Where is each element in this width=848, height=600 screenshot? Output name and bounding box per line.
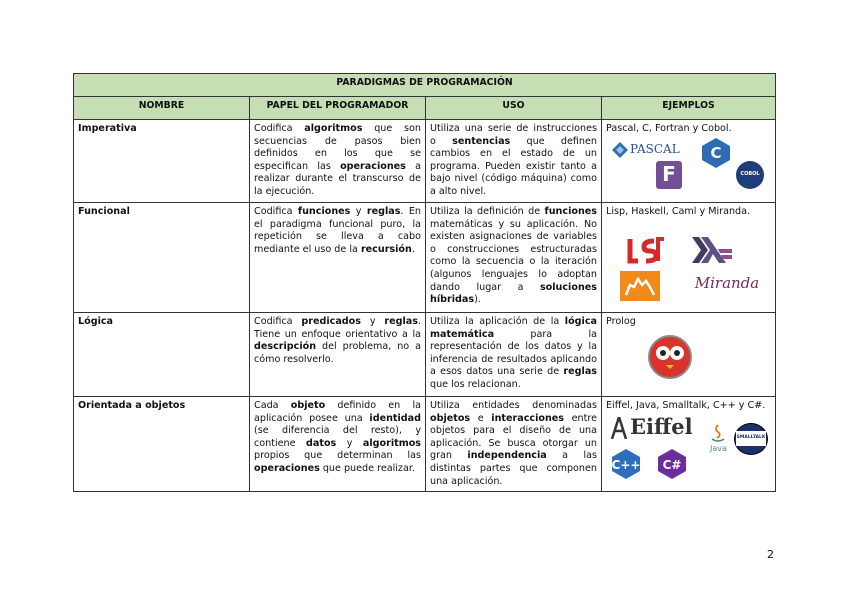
row-examples (602, 120, 776, 203)
text-segment: (se diferencia del resto), y contiene (254, 425, 421, 449)
eiffel-logo (610, 414, 693, 440)
lisp-logo (626, 235, 666, 265)
fortran-logo (656, 161, 682, 189)
table-row (74, 397, 776, 492)
header-uso: USO (426, 97, 602, 120)
bold-term: objetos (430, 412, 471, 424)
java-label: Java (710, 443, 727, 453)
row-name: Lógica (74, 313, 250, 397)
fortran-letter: F (662, 162, 676, 187)
header-ejemplos: EJEMPLOS (602, 97, 776, 120)
cobol-logo (736, 161, 764, 189)
bold-term: operaciones (340, 160, 406, 172)
bold-term: recursión (360, 243, 412, 255)
page-number: 2 (767, 548, 774, 561)
bold-term: reglas (366, 206, 401, 217)
row-role (250, 203, 426, 313)
bold-term: descripción (254, 341, 317, 353)
text-segment: que los relacionan. (430, 378, 521, 390)
bold-term: lógica matemática (430, 316, 597, 340)
text-segment: y (336, 437, 363, 449)
bold-term: operaciones (254, 462, 320, 474)
eiffel-label: Eiffel (630, 414, 693, 440)
smalltalk-logo (734, 423, 768, 455)
text-segment: Utiliza entidades denominadas (430, 400, 597, 411)
row-examples (602, 203, 776, 313)
header-papel: PAPEL DEL PROGRAMADOR (250, 97, 426, 120)
bold-term: datos (306, 437, 337, 449)
row-name: Imperativa (74, 120, 250, 203)
row-role (250, 313, 426, 397)
bold-term: predicados (301, 316, 361, 327)
examples-text: Lisp, Haskell, Caml y Miranda. (606, 206, 751, 217)
row-name: Orientada a objetos (74, 397, 250, 492)
text-segment: ). (474, 294, 481, 306)
text-segment: que puede realizar. (319, 462, 415, 474)
text-segment: que definen cambios en el estado de un programa. Pueden existir tanto a bajo nivel (código máquina) como a alto nivel. (430, 135, 597, 197)
miranda-label: Miranda (694, 274, 760, 293)
text-segment: Codifica (254, 123, 305, 134)
row-use (426, 120, 602, 203)
row-role (250, 397, 426, 492)
csharp-logo-text: C# (662, 457, 682, 472)
prolog-logo (648, 335, 692, 379)
row-examples (602, 313, 776, 397)
table-row (74, 203, 776, 313)
text-segment: Utiliza la aplicación de la (430, 316, 565, 327)
text-segment: propios que determinan las (254, 450, 421, 462)
row-name: Funcional (74, 203, 250, 313)
bold-term: sentencias (452, 135, 511, 147)
text-segment: Codifica (254, 316, 302, 327)
bold-term: algoritmos (304, 123, 363, 134)
haskell-logo (692, 237, 732, 263)
text-segment: matemáticas y su aplicación. No existen asignaciones de variables o construcciones estructuradas como la secuencia o la iteración (algunos lenguajes lo adoptan dando lugar a (430, 218, 597, 293)
bold-term: funciones (544, 206, 597, 217)
bold-term: algoritmos (362, 437, 421, 449)
bold-term: objeto (290, 400, 326, 411)
bold-term: reglas (563, 366, 597, 378)
examples-text: Pascal, C, Fortran y Cobol. (606, 123, 732, 134)
examples-text: Prolog (606, 316, 636, 327)
csharp-logo (658, 449, 686, 479)
miranda-logo (682, 271, 772, 297)
text-segment: . (411, 243, 415, 255)
text-segment: a realizar durante el transcurso de la ejecución. (254, 160, 421, 197)
text-segment: entre objetos para el diseño de una aplicación. Se busca otorgar un gran (430, 412, 597, 462)
pascal-logo (612, 142, 680, 158)
table-title: PARADIGMAS DE PROGRAMACIÓN (74, 74, 776, 97)
row-use (426, 313, 602, 397)
text-segment: que son secuencias de pasos bien definidos en los que se especifican las (254, 123, 421, 172)
text-segment: Utiliza la definición de (430, 206, 545, 217)
table-row (74, 120, 776, 203)
java-logo (710, 423, 727, 456)
text-segment: y (350, 206, 367, 217)
text-segment: . En el paradigma funcional puro, la repetición se lleva a cabo mediante el uso de la (254, 206, 422, 255)
text-segment: Codifica (254, 206, 298, 217)
cpp-logo (612, 449, 640, 479)
pascal-label: PASCAL (630, 142, 680, 157)
paradigms-table (73, 73, 776, 492)
table-row (74, 313, 776, 397)
text-segment: . Tiene un enfoque orientativo a la (254, 316, 421, 340)
cpp-logo-text: C++ (612, 457, 640, 472)
examples-text: Eiffel, Java, Smalltalk, C++ y C#. (606, 400, 766, 411)
text-segment: a las distintas partes que componen una aplicación. (430, 450, 597, 487)
c-logo (702, 138, 730, 168)
bold-term: interacciones (491, 412, 564, 424)
cobol-label: COBOL (740, 171, 760, 178)
bold-term: reglas (384, 316, 418, 327)
text-segment: e (470, 412, 492, 424)
row-role (250, 120, 426, 203)
bold-term: independencia (467, 450, 547, 462)
text-segment: definido en la aplicación posee una (254, 400, 421, 424)
caml-logo (620, 271, 660, 301)
smalltalk-label: SMALLTALK (736, 431, 767, 446)
text-segment: del problema, no a cómo resolverlo. (254, 341, 421, 365)
row-use (426, 203, 602, 313)
header-nombre: NOMBRE (74, 97, 250, 120)
bold-term: identidad (369, 412, 421, 424)
bold-term: soluciones híbridas (430, 281, 597, 306)
c-logo-text: C (710, 143, 722, 162)
text-segment: Cada (254, 400, 291, 411)
text-segment: Utiliza una serie de instrucciones o (430, 123, 597, 147)
text-segment: y (360, 316, 385, 327)
row-use (426, 397, 602, 492)
text-segment: para la representación de los datos y la inferencia de resultados aplicando a esos datos una serie de (430, 328, 597, 378)
row-examples (602, 397, 776, 492)
bold-term: funciones (297, 206, 351, 217)
